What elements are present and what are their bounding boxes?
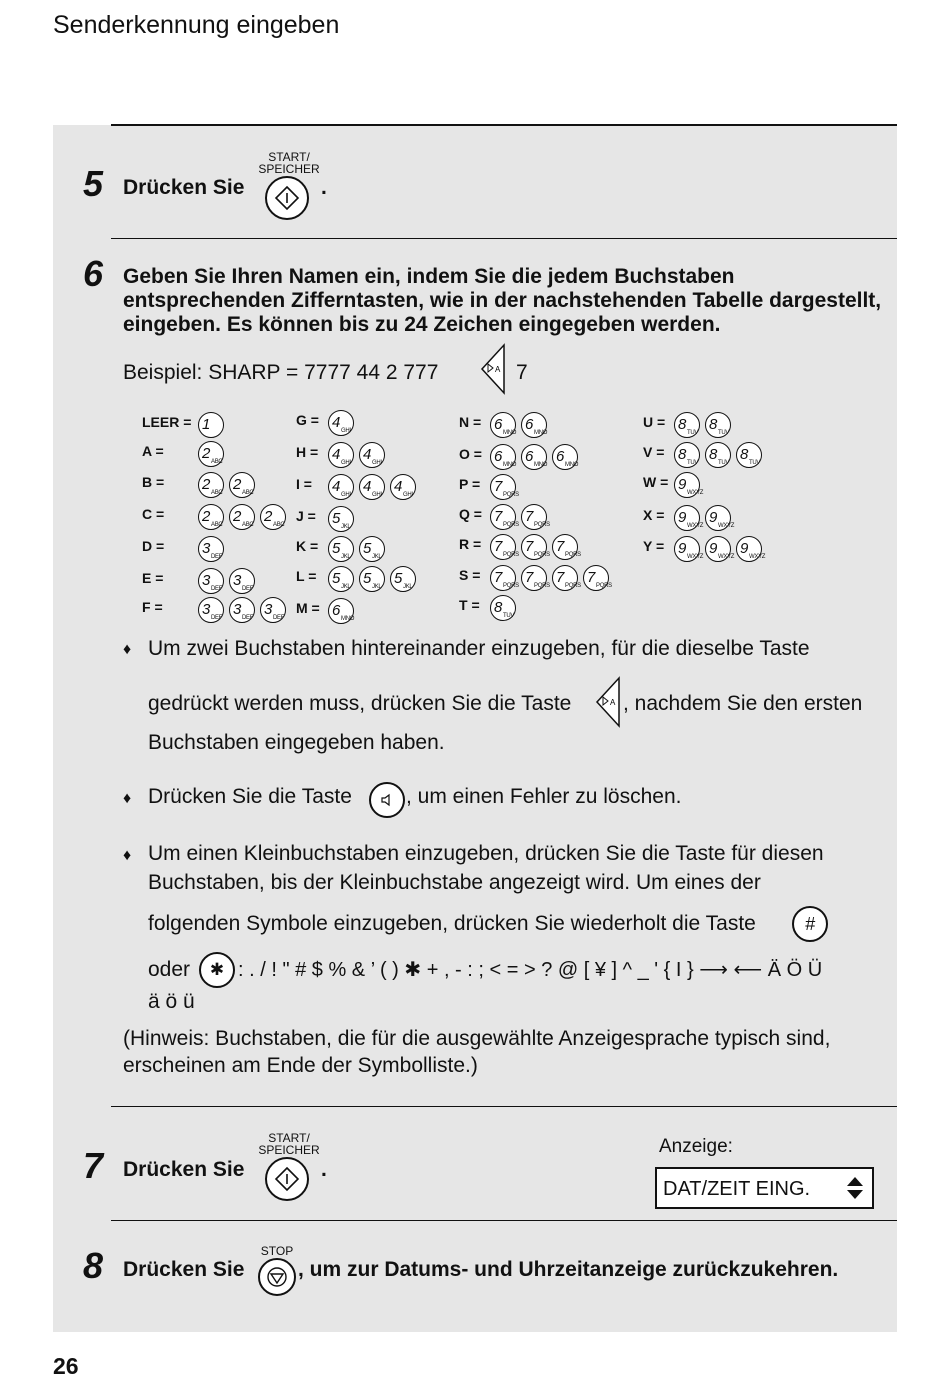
digit-key-number: 3 bbox=[264, 601, 273, 618]
char-map-label: R = bbox=[459, 536, 482, 552]
digit-key-letters: TUV bbox=[687, 460, 699, 466]
digit-key-icon bbox=[705, 536, 735, 562]
digit-key-icon bbox=[328, 506, 354, 532]
digit-key-number: 4 bbox=[363, 478, 372, 495]
digit-key-letters: JKL bbox=[372, 554, 382, 560]
digit-key-letters: GHI bbox=[341, 428, 351, 434]
char-map-label: B = bbox=[142, 474, 165, 490]
digit-key-icon bbox=[490, 412, 516, 438]
digit-key-icon bbox=[521, 534, 550, 560]
digit-key-letters: WXYZ bbox=[687, 523, 704, 529]
digit-key-number: 4 bbox=[394, 478, 403, 495]
step-text: Drücken Sie bbox=[123, 1158, 245, 1181]
char-map-label: L = bbox=[296, 568, 317, 584]
digit-key-letters: PQRS bbox=[565, 583, 581, 589]
up-down-arrows-icon bbox=[844, 1175, 866, 1201]
digit-key-number: 5 bbox=[394, 570, 403, 587]
digit-key-letters: DEF bbox=[242, 586, 254, 592]
char-map-label: C = bbox=[142, 506, 165, 522]
divider bbox=[111, 1220, 897, 1221]
digit-key-letters: GHI bbox=[372, 460, 382, 466]
digit-key-letters: ABC bbox=[242, 522, 254, 528]
digit-key-number: 6 bbox=[525, 448, 534, 465]
digit-key-number: 6 bbox=[332, 602, 341, 619]
char-map-label: K = bbox=[296, 538, 319, 554]
hash-key-icon bbox=[792, 906, 828, 942]
digit-key-icon bbox=[359, 566, 385, 592]
digit-key-letters: PQRS bbox=[534, 583, 550, 589]
char-map-label: W = bbox=[643, 474, 669, 490]
step-number: 8 bbox=[83, 1245, 104, 1286]
digit-key-letters: GHI bbox=[341, 492, 351, 498]
digit-key-icon bbox=[229, 472, 255, 498]
digit-key-number: 4 bbox=[332, 478, 341, 495]
digit-key-number: 7 bbox=[494, 538, 503, 555]
digit-key-icon bbox=[705, 412, 731, 438]
bullet-text: ä ö ü bbox=[148, 990, 195, 1013]
char-map-label: S = bbox=[459, 567, 481, 583]
display-label: Anzeige: bbox=[659, 1136, 733, 1157]
char-map-label: X = bbox=[643, 507, 665, 523]
start-key-label: START/ SPEICHER bbox=[258, 1131, 320, 1157]
digit-key-number: 9 bbox=[678, 509, 687, 526]
digit-key-letters: MNO bbox=[565, 462, 579, 468]
start-key-label: START/ SPEICHER bbox=[258, 150, 320, 176]
digit-key-icon bbox=[705, 442, 731, 468]
bullet-text: Um einen Kleinbuchstaben einzugeben, drücken Sie die Taste für diesen bbox=[148, 842, 824, 865]
step-number: 5 bbox=[83, 163, 104, 204]
digit-key-icon bbox=[198, 536, 224, 562]
char-map-label: M = bbox=[296, 600, 320, 616]
digit-key-letters: MNO bbox=[534, 462, 548, 468]
digit-key-letters: ABC bbox=[242, 490, 254, 496]
digit-key-letters: JKL bbox=[403, 584, 413, 590]
digit-key-letters: PQRS bbox=[534, 522, 550, 528]
step-text: Drücken Sie bbox=[123, 1258, 245, 1281]
digit-key-icon bbox=[198, 504, 224, 530]
digit-key-number: 4 bbox=[332, 414, 341, 431]
start-key-icon bbox=[265, 1157, 309, 1201]
digit-key-number: 7 bbox=[587, 569, 596, 586]
step-number: 6 bbox=[83, 253, 104, 294]
digit-key-icon bbox=[490, 444, 516, 470]
char-map-label: A = bbox=[142, 443, 164, 459]
digit-key-number: 8 bbox=[709, 446, 718, 463]
char-map-label: LEER = bbox=[142, 414, 192, 430]
digit-key-icon bbox=[521, 444, 547, 470]
digit-key-number: 4 bbox=[363, 446, 372, 463]
digit-key-letters: GHI bbox=[372, 492, 382, 498]
char-map-label: I = bbox=[296, 476, 312, 492]
digit-key-number: 8 bbox=[678, 446, 687, 463]
svg-text:A: A bbox=[610, 698, 616, 707]
digit-key-number: 7 bbox=[556, 569, 565, 586]
digit-key-number: 7 bbox=[525, 508, 534, 525]
digit-key-number: 6 bbox=[525, 416, 534, 433]
digit-key-number: 6 bbox=[556, 448, 565, 465]
digit-key-number: 7 bbox=[525, 538, 534, 555]
bullet-icon: ♦ bbox=[123, 847, 132, 864]
digit-key-letters: WXYZ bbox=[718, 523, 735, 529]
stop-key-label: STOP bbox=[260, 1244, 294, 1258]
bullet-text: folgenden Symbole einzugeben, drücken Sie wiederholt die Taste bbox=[148, 912, 756, 935]
digit-key-icon bbox=[328, 598, 354, 624]
digit-key-number: 4 bbox=[332, 446, 341, 463]
digit-key-number: 5 bbox=[363, 540, 372, 557]
digit-key-number: 9 bbox=[678, 540, 687, 557]
digit-key-letters: PQRS bbox=[503, 492, 519, 498]
digit-key-letters: DEF bbox=[242, 615, 254, 621]
digit-key-number: 3 bbox=[202, 540, 211, 557]
digit-key-icon bbox=[490, 595, 516, 621]
digit-key-letters: JKL bbox=[341, 584, 351, 590]
char-map-label: T = bbox=[459, 597, 480, 613]
example-suffix: 7 bbox=[516, 361, 528, 384]
bullet-text: Um zwei Buchstaben hintereinander einzugeben, für die dieselbe Taste bbox=[148, 637, 810, 660]
digit-key-icon bbox=[198, 472, 224, 498]
digit-key-letters: ABC bbox=[211, 522, 223, 528]
digit-key-number: 7 bbox=[525, 569, 534, 586]
digit-key-icon bbox=[390, 566, 416, 592]
digit-key-number: 5 bbox=[332, 540, 341, 557]
digit-key-icon bbox=[198, 568, 224, 594]
star-key-icon bbox=[199, 952, 235, 988]
digit-key-letters: DEF bbox=[273, 615, 285, 621]
lcd-display bbox=[655, 1167, 874, 1209]
divider bbox=[111, 238, 897, 239]
step-suffix: . bbox=[321, 176, 327, 199]
digit-key-icon bbox=[229, 568, 255, 594]
digit-key-letters: ABC bbox=[211, 490, 223, 496]
char-map-label: P = bbox=[459, 476, 481, 492]
bullet-text: Buchstaben eingegeben haben. bbox=[148, 731, 445, 754]
digit-key-number: 1 bbox=[202, 416, 211, 433]
digit-key-icon bbox=[674, 412, 700, 438]
example-text bbox=[123, 361, 438, 385]
char-map-label: Q = bbox=[459, 506, 482, 522]
digit-key-letters: MNO bbox=[503, 462, 517, 468]
digit-key-icon bbox=[490, 534, 519, 560]
speaker-key-icon bbox=[369, 782, 405, 818]
digit-key-letters: TUV bbox=[687, 430, 699, 436]
example-prefix: Beispiel: SHARP = 7777 44 2 777 bbox=[123, 361, 439, 384]
digit-key-icon bbox=[583, 565, 612, 591]
char-map-label: O = bbox=[459, 446, 482, 462]
note-text: erscheinen am Ende der Symbolliste.) bbox=[123, 1054, 478, 1077]
digit-key-number: 7 bbox=[494, 478, 503, 495]
star-key-label: ✱ bbox=[209, 960, 225, 979]
char-map-label: F = bbox=[142, 599, 163, 615]
digit-key-number: 3 bbox=[202, 572, 211, 589]
digit-key-number: 9 bbox=[740, 540, 749, 557]
bullet-text: Drücken Sie die Taste bbox=[148, 785, 352, 808]
digit-key-icon bbox=[705, 505, 735, 531]
digit-key-icon bbox=[736, 442, 762, 468]
digit-key-number: 6 bbox=[494, 448, 503, 465]
digit-key-letters: PQRS bbox=[503, 522, 519, 528]
bullet-icon: ♦ bbox=[123, 641, 132, 658]
digit-key-icon bbox=[521, 504, 550, 530]
digit-key-letters: PQRS bbox=[503, 552, 519, 558]
digit-key-letters: ABC bbox=[211, 459, 223, 465]
digit-key-icon bbox=[674, 505, 704, 531]
step-text: Drücken Sie bbox=[123, 176, 245, 199]
digit-key-icon bbox=[674, 536, 704, 562]
digit-key-number: 2 bbox=[233, 476, 242, 493]
bullet-text: gedrückt werden muss, drücken Sie die Taste bbox=[148, 692, 572, 715]
svg-text:A: A bbox=[495, 365, 501, 374]
digit-key-number: 6 bbox=[494, 416, 503, 433]
char-map-label: J = bbox=[296, 508, 316, 524]
symbol-advance-key-icon bbox=[595, 676, 621, 728]
bullet-text: , um einen Fehler zu löschen. bbox=[406, 785, 682, 808]
digit-key-number: 5 bbox=[332, 570, 341, 587]
digit-key-icon bbox=[521, 412, 547, 438]
digit-key-letters: ABC bbox=[273, 522, 285, 528]
char-map-label: G = bbox=[296, 412, 319, 428]
bullet-text: , nachdem Sie den ersten bbox=[623, 692, 863, 715]
digit-key-number: 3 bbox=[202, 601, 211, 618]
digit-key-icon bbox=[490, 565, 519, 591]
digit-key-letters: PQRS bbox=[503, 583, 519, 589]
digit-key-icon bbox=[198, 412, 224, 438]
stop-key-icon bbox=[258, 1258, 296, 1296]
display-value: DAT/ZEIT EING. bbox=[663, 1178, 811, 1200]
digit-key-icon bbox=[328, 536, 354, 562]
digit-key-letters: MNO bbox=[341, 616, 355, 622]
digit-key-letters: GHI bbox=[341, 460, 351, 466]
step-number: 7 bbox=[83, 1145, 104, 1186]
digit-key-number: 7 bbox=[494, 569, 503, 586]
digit-key-icon bbox=[328, 566, 354, 592]
bullet-text: oder bbox=[148, 958, 191, 981]
digit-key-letters: JKL bbox=[372, 584, 382, 590]
char-map-label: D = bbox=[142, 538, 165, 554]
digit-key-icon bbox=[260, 597, 286, 623]
digit-key-letters: JKL bbox=[341, 554, 351, 560]
digit-key-number: 5 bbox=[363, 570, 372, 587]
digit-key-icon bbox=[229, 597, 255, 623]
digit-key-letters: TUV bbox=[503, 613, 515, 619]
note-text: (Hinweis: Buchstaben, die für die ausgewählte Anzeigesprache typisch sind, bbox=[123, 1027, 831, 1050]
digit-key-number: 8 bbox=[740, 446, 749, 463]
digit-key-icon bbox=[328, 474, 354, 500]
digit-key-letters: TUV bbox=[749, 460, 761, 466]
digit-key-number: 8 bbox=[494, 599, 503, 616]
digit-key-icon bbox=[359, 536, 385, 562]
step-text: Geben Sie Ihren Namen ein, indem Sie die jedem Buchstaben entsprechenden Zifferntasten, wie in der nachstehenden Tabelle dargestellt, eingeben. Es können bis zu 24 Zeichen eingegeben werden. bbox=[123, 265, 882, 336]
page-number: 26 bbox=[53, 1353, 79, 1379]
digit-key-letters: DEF bbox=[211, 554, 223, 560]
char-map-label: E = bbox=[142, 570, 164, 586]
digit-key-icon bbox=[328, 442, 354, 468]
symbol-advance-key-icon bbox=[480, 343, 506, 395]
digit-key-number: 2 bbox=[202, 445, 211, 462]
digit-key-number: 2 bbox=[264, 508, 273, 525]
digit-key-icon bbox=[521, 565, 550, 591]
bullet-icon: ♦ bbox=[123, 790, 132, 807]
char-map-label: N = bbox=[459, 414, 482, 430]
digit-key-icon bbox=[390, 474, 416, 500]
digit-key-icon bbox=[552, 565, 581, 591]
digit-key-number: 5 bbox=[332, 510, 341, 527]
digit-key-number: 9 bbox=[709, 509, 718, 526]
digit-key-icon bbox=[736, 536, 766, 562]
divider bbox=[111, 124, 897, 126]
step-suffix: . bbox=[321, 1158, 327, 1181]
digit-key-icon bbox=[552, 444, 578, 470]
digit-key-icon bbox=[198, 597, 224, 623]
digit-key-icon bbox=[328, 410, 354, 436]
digit-key-number: 7 bbox=[556, 538, 565, 555]
digit-key-icon bbox=[490, 474, 519, 500]
digit-key-letters: TUV bbox=[718, 460, 730, 466]
digit-key-icon bbox=[552, 534, 581, 560]
char-map-label: H = bbox=[296, 444, 319, 460]
digit-key-letters: DEF bbox=[211, 615, 223, 621]
digit-key-number: 8 bbox=[678, 416, 687, 433]
symbol-list: : . / ! " # $ % & ’ ( ) ✱ + , - : ; < = > ? @ [ ¥ ] ^ _ ' { I } ⟶ ⟵ Ä Ö Ü bbox=[238, 959, 823, 981]
digit-key-icon bbox=[229, 504, 255, 530]
digit-key-icon bbox=[674, 472, 704, 498]
digit-key-number: 3 bbox=[233, 572, 242, 589]
digit-key-letters: WXYZ bbox=[687, 554, 704, 560]
digit-key-letters: TUV bbox=[718, 430, 730, 436]
digit-key-icon bbox=[490, 504, 519, 530]
hash-key-label: # bbox=[804, 913, 815, 934]
bullet-text: Buchstaben, bis der Kleinbuchstabe angezeigt wird. Um eines der bbox=[148, 871, 761, 894]
digit-key-icon bbox=[359, 474, 385, 500]
digit-key-number: 2 bbox=[202, 476, 211, 493]
char-map-label: U = bbox=[643, 414, 666, 430]
digit-key-letters: WXYZ bbox=[687, 490, 704, 496]
digit-key-letters: GHI bbox=[403, 492, 413, 498]
digit-key-number: 8 bbox=[709, 416, 718, 433]
digit-key-letters: MNO bbox=[534, 430, 548, 436]
divider bbox=[111, 1106, 897, 1107]
digit-key-number: 7 bbox=[494, 508, 503, 525]
digit-key-letters: PQRS bbox=[565, 552, 581, 558]
digit-key-letters: PQRS bbox=[534, 552, 550, 558]
digit-key-icon bbox=[674, 442, 700, 468]
digit-key-icon bbox=[359, 442, 385, 468]
page-title: Senderkennung eingeben bbox=[53, 11, 340, 39]
char-map-label: Y = bbox=[643, 538, 665, 554]
digit-key-letters: DEF bbox=[211, 586, 223, 592]
digit-key-icon bbox=[260, 504, 286, 530]
char-map-label: V = bbox=[643, 444, 665, 460]
digit-key-number: 3 bbox=[233, 601, 242, 618]
digit-key-number: 2 bbox=[202, 508, 211, 525]
start-key-icon bbox=[265, 176, 309, 220]
digit-key-letters: WXYZ bbox=[749, 554, 766, 560]
digit-key-letters: PQRS bbox=[596, 583, 612, 589]
digit-key-number: 9 bbox=[709, 540, 718, 557]
step-suffix: , um zur Datums- und Uhrzeitanzeige zurückzukehren. bbox=[298, 1258, 839, 1281]
digit-key-number: 9 bbox=[678, 476, 687, 493]
digit-key-number: 2 bbox=[233, 508, 242, 525]
digit-key-letters: WXYZ bbox=[718, 554, 735, 560]
digit-key-icon bbox=[198, 441, 224, 467]
digit-key-letters: MNO bbox=[503, 430, 517, 436]
digit-key-letters: JKL bbox=[341, 524, 351, 530]
